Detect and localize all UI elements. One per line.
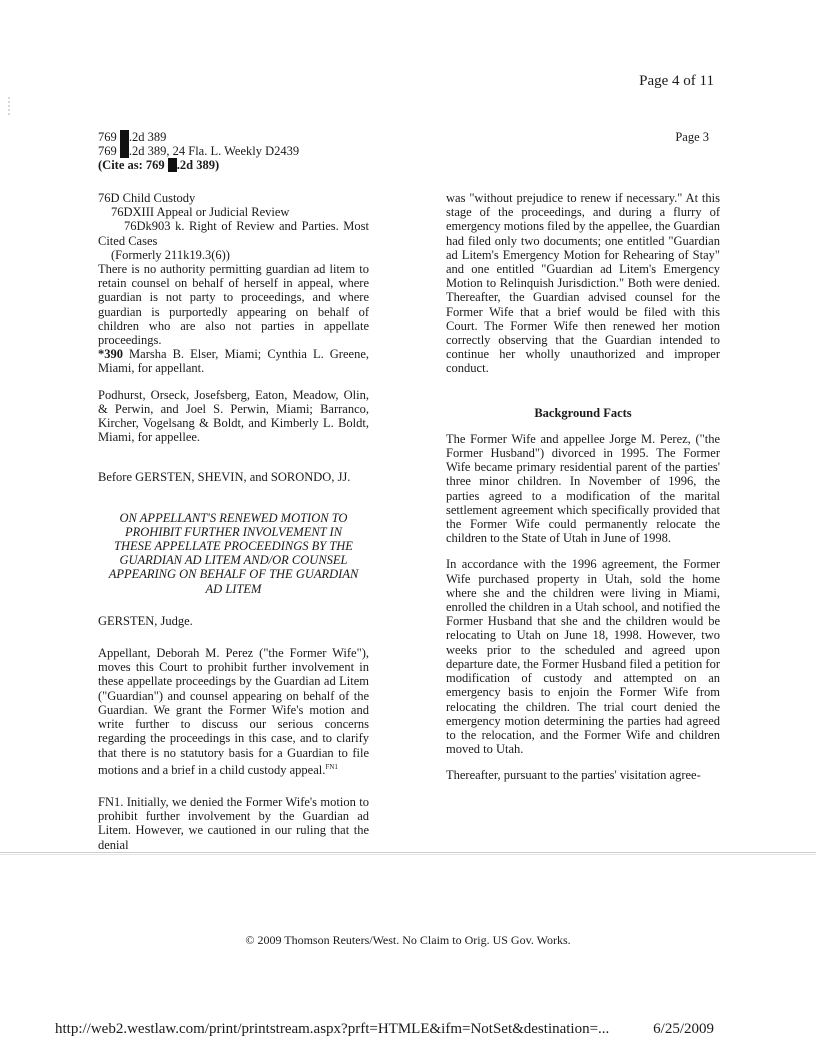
- footnote-continuation: was "without prejudice to renew if necessary." At this stage of the proceedings, and during a flurry of emergency motions filed by the appellee, the Guardian had filed only two documents; one entitled "Guardian ad Litem's Emergency Motion for Rehearing of Stay" and one entitled "Guardian ad Litem's Emergency Motion to Relinquish Jurisdiction." Both were denied. Thereafter, the Guardian advised counsel for the Former Wife that a brief would be filed with this Court. The Former Wife then renewed her motion correctly observing that the Guardian intended to continue her wholly unauthorized and improper conduct.: [446, 191, 720, 376]
- print-date: 6/25/2009: [653, 1021, 714, 1037]
- headnote-text: There is no authority permitting guardian ad litem to retain counsel on behalf of herself in appeal, where guardian is not party to proceedings, and where guardian is purportedly appearing on behalf of children who are also not parties in appellate proceedings.: [98, 262, 369, 348]
- headnote-formerly: (Formerly 211k19.3(6)): [111, 247, 230, 262]
- redaction-mark: [168, 158, 177, 172]
- motion-heading: ON APPELLANT'S RENEWED MOTION TO PROHIBIT FURTHER INVOLVEMENT IN THESE APPELLATE PROCEEDINGS BY THE GUARDIAN AD LITEM AND/OR COUNSEL APPEARING ON BEHALF OF THE GUARDIAN AD LITEM: [108, 510, 359, 596]
- right-column: [446, 191, 720, 783]
- citation-block: [98, 130, 299, 172]
- footnote-text: FN1. Initially, we denied the Former Wife's motion to prohibit further involvement by the Guardian ad Litem. However, we cautioned in our ruling that the denial: [98, 795, 369, 852]
- section-heading: Background Facts: [534, 405, 632, 420]
- left-column: [98, 191, 369, 852]
- footnote-marker: FN1: [325, 762, 338, 771]
- page-number: Page 4 of 11: [639, 73, 714, 89]
- counsel-appellant: *390 Marsha B. Elser, Miami; Cynthia L. Greene, Miami, for appellant.: [98, 347, 369, 376]
- headnote-key: 76Dk903 k. Right of Review and Parties. Most Cited Cases: [98, 219, 369, 248]
- citation-line-1: 769 .2d 389: [98, 130, 167, 144]
- opinion-paragraph: Appellant, Deborah M. Perez ("the Former Wife"), moves this Court to prohibit further involvement in these appellate proceedings by the Guardian ad Litem ("Guardian") and counsel appearing on behalf of the Guardian. We grant the Former Wife's motion and write further to discuss our serious concerns regarding the proceedings in this case, and to clarify that there is no statutory basis for a Guardian to file motions and a brief in a child custody appeal.$^{FN1}$: [98, 646, 369, 777]
- star-page-marker: *390: [98, 347, 123, 362]
- background-paragraph-1: The Former Wife and appellee Jorge M. Perez, ("the Former Husband") divorced in 1995. The Former Wife became primary residential parent of the parties' three minor children. In November of 1996, the parties agreed to a modification of the marital settlement agreement which specifically provided that the Former Wife could permanently relocate the children to the State of Utah in June of 1998.: [446, 431, 720, 546]
- counsel-appellee: Podhurst, Orseck, Josefsberg, Eaton, Meadow, Olin, & Perwin, and Joel S. Perwin, Miami; Barranco, Kircher, Vogelsang & Boldt, and Kimberly L. Boldt, Miami, for appellee.: [98, 387, 369, 445]
- page-divider: [0, 852, 816, 853]
- citation-line-2: 769 .2d 389, 24 Fla. L. Weekly D2439: [98, 144, 300, 158]
- redaction-mark: [120, 130, 129, 144]
- redaction-mark: [120, 144, 129, 158]
- copyright-notice: © 2009 Thomson Reuters/West. No Claim to Orig. US Gov. Works.: [245, 933, 571, 947]
- page-divider-shadow: [0, 854, 816, 855]
- judges-panel: Before GERSTEN, SHEVIN, and SORONDO, JJ.: [98, 470, 351, 485]
- headnote-subtopic: 76DXIII Appeal or Judicial Review: [111, 205, 290, 220]
- page-label: Page 3: [675, 130, 709, 144]
- print-url: http://web2.westlaw.com/print/printstream.aspx?prft=HTMLE&ifm=NotSet&destination=...: [55, 1021, 610, 1037]
- background-paragraph-2: In accordance with the 1996 agreement, the Former Wife purchased property in Utah, sold the home where she and the children were living in Miami, enrolled the children in a Utah school, and notified the Former Husband that she and the children would be relocating to Utah on June 18, 1998. However, two weeks prior to the scheduled and agreed upon departure date, the Former Husband filed a petition for modification of custody and attempted on an emergency basis to enjoin the Former Wife from relocating the children. The trial court denied the emergency motion determining the parties had agreed to the relocation, and the Former Wife and children moved to Utah.: [446, 557, 720, 757]
- cite-as-line: (Cite as: 769 .2d 389): [98, 158, 220, 172]
- opinion-author: GERSTEN, Judge.: [98, 613, 193, 628]
- scan-artifact: [8, 97, 24, 115]
- headnote-topic: 76D Child Custody: [98, 191, 196, 205]
- background-paragraph-3: Thereafter, pursuant to the parties' visitation agree-: [446, 768, 701, 783]
